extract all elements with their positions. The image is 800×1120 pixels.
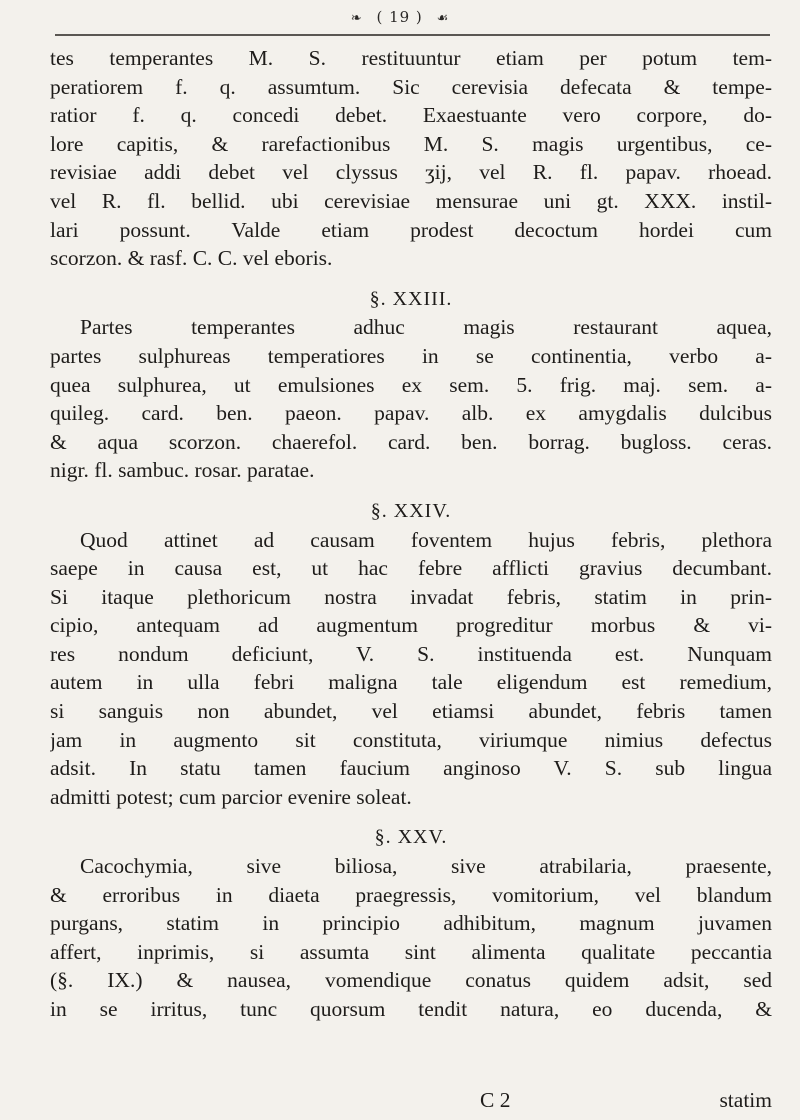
text-line: in se irritus, tunc quorsum tendit natura, eo ducenda, & bbox=[50, 997, 772, 1021]
text-line: Cacochymia, sive biliosa, sive atrabilaria, praesente, bbox=[80, 854, 772, 879]
text-line: quea sulphurea, ut emulsiones ex sem. 5. frig. maj. sem. a- bbox=[50, 372, 772, 397]
text-line: saepe in causa est, ut hac febre afflicti gravius decumbant. bbox=[50, 556, 772, 581]
text-line: revisiae addi debet vel clyssus ʒij, vel R. fl. papav. rhoead. bbox=[50, 160, 772, 185]
running-head bbox=[0, 8, 800, 26]
body-text bbox=[50, 44, 772, 1024]
ornament-right-icon: ☙ bbox=[436, 11, 450, 26]
text-line: cipio, antequam ad augmentum progreditur morbus & vi- bbox=[50, 613, 772, 638]
text-line: scorzon. & rasf. C. C. vel eboris. bbox=[50, 246, 333, 271]
section-heading: §. XXV. bbox=[374, 826, 448, 849]
section-heading: §. XXIV. bbox=[370, 499, 452, 522]
ornament-left-icon: ❧ bbox=[350, 11, 363, 26]
text-line: Partes temperantes adhuc magis restaurant aquea, bbox=[80, 315, 772, 340]
header-rule bbox=[55, 34, 770, 36]
text-line: res nondum deficiunt, V. S. instituenda est. Nunquam bbox=[50, 641, 772, 666]
text-line: lari possunt. Valde etiam prodest decoctum hordei cum bbox=[50, 217, 772, 242]
paragraph bbox=[50, 485, 772, 812]
text-line: purgans, statim in principio adhibitum, magnum juvamen bbox=[50, 911, 772, 936]
text-line: ratior f. q. concedi debet. Exaestuante vero corpore, do- bbox=[50, 103, 772, 128]
text-line: partes sulphureas temperatiores in se continentia, verbo a- bbox=[50, 343, 772, 368]
page-number: ( 19 ) bbox=[376, 8, 423, 26]
text-line: si sanguis non abundet, vel etiamsi abundet, febris tamen bbox=[50, 699, 772, 724]
text-line: & aqua scorzon. chaerefol. card. ben. borrag. bugloss. ceras. bbox=[50, 429, 772, 454]
text-line: autem in ulla febri maligna tale eligendum est remedium, bbox=[50, 670, 772, 695]
text-line: jam in augmento sit constituta, viriumque nimius defectus bbox=[50, 727, 772, 752]
text-line: Si itaque plethoricum nostra invadat febris, statim in prin- bbox=[50, 584, 772, 609]
paragraph bbox=[50, 273, 772, 485]
text-line: Quod attinet ad causam foventem hujus febris, plethora bbox=[80, 527, 772, 552]
paragraph bbox=[50, 811, 772, 1023]
text-line: peratiorem f. q. assumtum. Sic cerevisia defecata & tempe- bbox=[50, 74, 772, 99]
text-line: quileg. card. ben. paeon. papav. alb. ex amygdalis dulcibus bbox=[50, 401, 772, 426]
signature-mark: C 2 bbox=[480, 1088, 511, 1112]
page-footer bbox=[50, 1086, 772, 1114]
text-line: lore capitis, & rarefactionibus M. S. magis urgentibus, ce- bbox=[50, 131, 772, 156]
text-line: vel R. fl. bellid. ubi cerevisiae mensurae uni gt. XXX. instil- bbox=[50, 188, 772, 213]
text-line: affert, inprimis, si assumta sint alimenta qualitate peccantia bbox=[50, 939, 772, 964]
catchword: statim bbox=[719, 1088, 772, 1112]
paragraph bbox=[50, 44, 772, 273]
text-line: (§. IX.) & nausea, vomendique conatus quidem adsit, sed bbox=[50, 968, 772, 993]
section-gap bbox=[50, 811, 772, 823]
text-line: tes temperantes M. S. restituuntur etiam per potum tem- bbox=[50, 46, 772, 70]
text-line: adsit. In statu tamen faucium anginoso V. S. sub lingua bbox=[50, 756, 772, 781]
section-gap bbox=[50, 273, 772, 285]
text-line: admitti potest; cum parcior evenire soleat. bbox=[50, 784, 412, 809]
text-line: & erroribus in diaeta praegressis, vomitorium, vel blandum bbox=[50, 882, 772, 907]
text-line: nigr. fl. sambuc. rosar. paratae. bbox=[50, 458, 315, 483]
section-heading: §. XXIII. bbox=[369, 287, 453, 310]
section-gap bbox=[50, 485, 772, 497]
